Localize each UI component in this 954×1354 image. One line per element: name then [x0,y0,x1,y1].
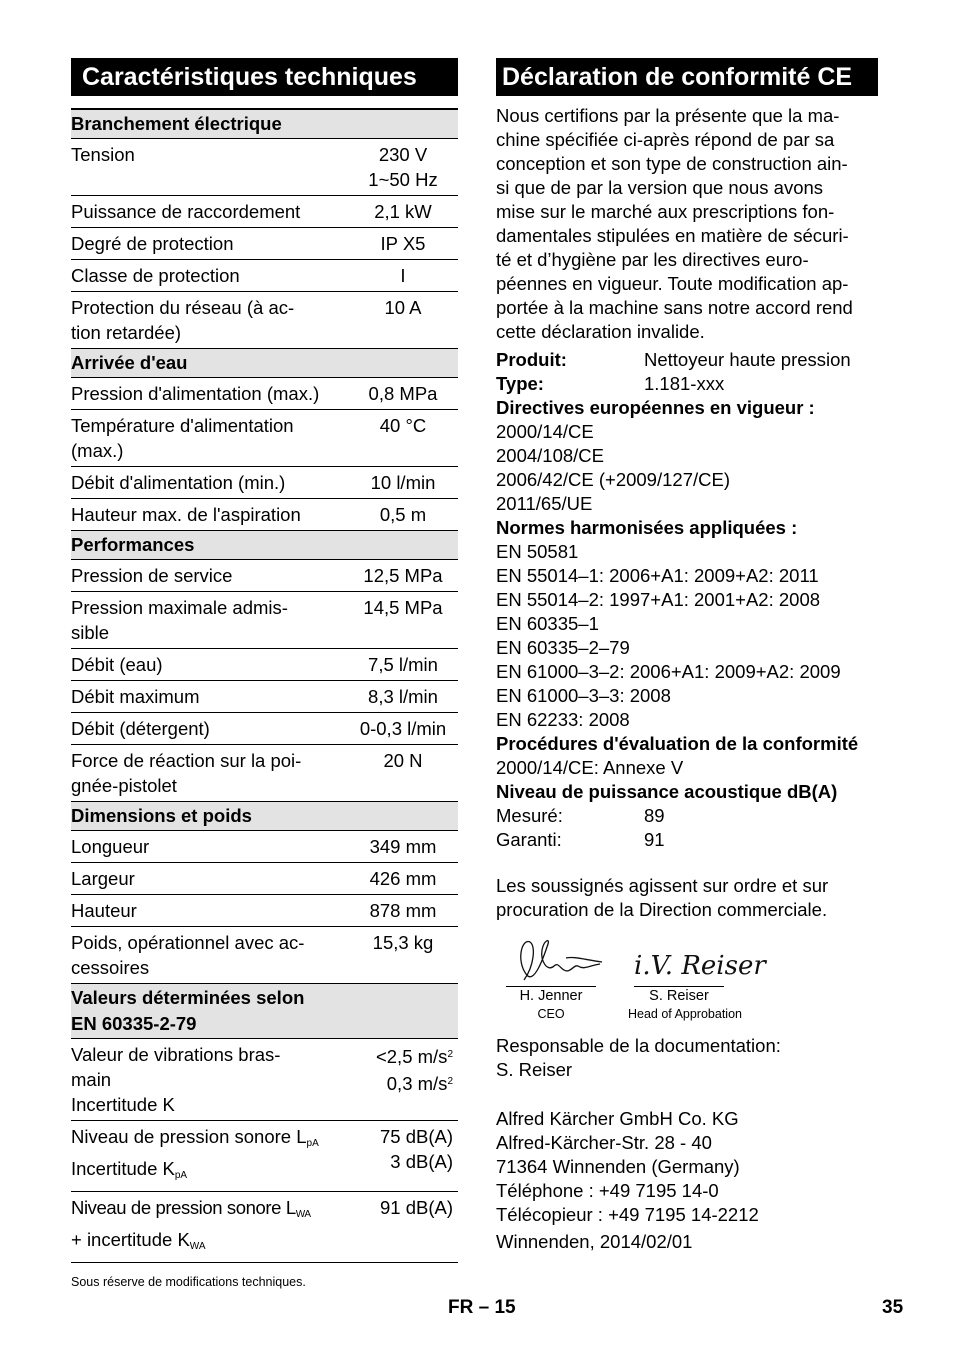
spec-row [71,745,458,802]
spec-label: Largeur [71,868,135,889]
text-line: Nous certifions par la présente que la ma- [496,105,840,126]
spec-label: Température d'alimentation (max.) [71,415,294,461]
text-line: péennes en vigueur. Toute modification ap- [496,273,849,294]
text-line: Les soussignés agissent sur ordre et sur [496,875,829,896]
specs-title: Caractéristiques techniques [71,58,458,96]
spec-row [71,499,458,531]
spec-row [71,560,458,592]
spec-value: 230 V 1~50 Hz [368,144,438,190]
spec-value: 20 N [383,750,423,771]
place-date: Winnenden, 2014/02/01 [496,1231,693,1252]
signature-block-reiser: S. Reiser Head of Approbation [628,988,742,1021]
spec-label: Hauteur [71,900,137,921]
declaration-intro [496,104,896,344]
signature-reiser [632,936,766,986]
signature-block-jenner: H. Jenner CEO [506,986,596,1021]
spec-value: 40 °C [379,415,427,436]
procedures-heading: Procédures d'évaluation de la conformité [496,733,859,754]
spec-label: Pression maximale admis- sible [71,597,288,643]
spec-label: Puissance de raccordement [71,201,301,222]
spec-label: Degré de protection [71,233,234,254]
spec-label: Débit (détergent) [71,718,210,739]
spec-row [71,410,458,467]
text-line: damentales stipulées en matière de sécuri- [496,225,849,246]
spec-label: Protection du réseau (à ac- tion retardée) [71,297,295,343]
text-line: EN 61000–3–2: 2006+A1: 2009+A2: 2009 [496,661,841,682]
section-heading-row [71,109,458,139]
text-line: S. Reiser [496,1059,573,1080]
measured-row: Mesuré: 89 [496,805,665,826]
spec-label: Pression de service [71,565,233,586]
text-line: 2000/14/CE [496,421,594,442]
text-line: portée à la machine sans notre accord rend [496,297,853,318]
technical-specs-column [71,58,458,1289]
spec-row [71,260,458,292]
section-heading: Branchement électrique [71,109,458,139]
text-line: EN 61000–3–3: 2008 [496,685,671,706]
page-number: 35 [882,1297,904,1318]
section-heading-row [71,349,458,378]
text-line: cette déclaration invalide. [496,321,705,342]
spec-label: Pression d'alimentation (max.) [71,383,320,404]
footer-language-page: FR – 15 [448,1297,516,1318]
spec-row [71,927,458,984]
text-line: procuration de la Direction commerciale. [496,899,828,920]
spec-row [71,713,458,745]
section-heading: Arrivée d'eau [71,349,458,378]
text-line: EN 50581 [496,541,579,562]
spec-value: 15,3 kg [372,932,434,953]
spec-label: Longueur [71,836,150,857]
product-row: Produit: Nettoyeur haute pression [496,349,851,370]
spec-value: 14,5 MPa [363,597,443,618]
spec-value: 0,8 MPa [368,383,438,404]
specs-footnote: Sous réserve de modifications techniques. [71,1275,306,1289]
spec-row [71,467,458,499]
spec-label: Hauteur max. de l'aspiration [71,504,301,525]
spec-row [71,139,458,196]
type-row: Type: 1.181-xxx [496,373,725,394]
spec-row [71,895,458,927]
text-line: Téléphone : +49 7195 14-0 [496,1180,719,1201]
signatories-text [496,874,896,922]
text-line: EN 60335–2–79 [496,637,630,658]
spec-row [71,292,458,349]
spec-label: Force de réaction sur la poi- gnée-pistolet [71,750,302,796]
documentation-responsible [496,1034,896,1082]
spec-label: Débit (eau) [71,654,163,675]
spec-value: 8,3 l/min [368,686,438,707]
text-line: mise sur le marché aux prescriptions fon- [496,201,835,222]
section-heading-row [71,802,458,831]
section-heading: Valeurs déterminées selon EN 60335-2-79 [71,984,458,1039]
section-heading-row [71,984,458,1039]
spec-value: 10 A [384,297,422,318]
spec-row [71,831,458,863]
procedures-value: 2000/14/CE: Annexe V [496,757,684,778]
normes-list [496,540,896,732]
text-line: si que de par la version que nous avons [496,177,824,198]
text-line: 2004/108/CE [496,445,605,466]
spec-row [71,228,458,260]
text-line: 2006/42/CE (+2009/127/CE) [496,469,730,490]
spec-value: 7,5 l/min [368,654,438,675]
spec-value: I [400,265,406,286]
noise-heading: Niveau de puissance acoustique dB(A) [496,781,838,802]
spec-value: 349 mm [369,836,437,857]
directives-list [496,420,896,516]
text-line: Alfred Kärcher GmbH Co. KG [496,1108,739,1129]
section-heading: Dimensions et poids [71,802,458,831]
spec-row [71,378,458,410]
spec-value: 10 l/min [370,472,436,493]
text-line: conception et son type de construction ain- [496,153,848,174]
spec-value: 426 mm [369,868,437,889]
spec-row [71,592,458,649]
section-heading-row [71,531,458,560]
spec-value: 12,5 MPa [363,565,443,586]
spec-row [71,863,458,895]
normes-heading: Normes harmonisées appliquées : [496,517,798,538]
vibration-row: Valeur de vibrations bras- main Incertitude K <2,5 $m/s^2$ 0,3 $m/s^2$ [71,1039,458,1121]
sound-pressure-row: Niveau de pression sonore $L_{pA}$ Incertitude $K_{pA}$ 75 dB(A) 3 dB(A) [71,1121,458,1192]
text-line: chine spécifiée ci-après répond de par sa [496,129,835,150]
spec-label: Classe de protection [71,265,240,286]
spec-value: 0-0,3 l/min [359,718,447,739]
text-line: EN 60335–1 [496,613,599,634]
guaranteed-row: Garanti: 91 [496,829,665,850]
spec-row [71,196,458,228]
text-line: Télécopieur : +49 7195 14-2212 [496,1204,759,1225]
specs-table [71,108,458,1263]
directives-heading: Directives européennes en vigueur : [496,397,815,418]
declaration-title: Déclaration de conformité CE [496,58,878,96]
text-line: té et d’hygiène par les directives euro- [496,249,809,270]
sound-power-row: Niveau de pression sonore $L_{WA}$ + incertitude $K_{WA}$ 91 dB(A) [71,1192,458,1263]
text-line: EN 55014–2: 1997+A1: 2001+A2: 2008 [496,589,821,610]
text-line: Alfred-Kärcher-Str. 28 - 40 [496,1132,712,1153]
text-line: Responsable de la documentation: [496,1035,781,1056]
ce-declaration-column [496,58,896,1254]
company-address [496,1107,896,1227]
spec-row [71,649,458,681]
spec-row [71,681,458,713]
spec-value: 878 mm [369,900,437,921]
spec-label: Débit d'alimentation (min.) [71,472,286,493]
spec-value: 0,5 m [379,504,427,525]
spec-value: 2,1 kW [374,201,432,222]
spec-label: Débit maximum [71,686,200,707]
section-heading: Performances [71,531,458,560]
svg-text:i.V. Reiser: i.V. Reiser [634,951,766,981]
signature-jenner [504,936,624,988]
text-line: 71364 Winnenden (Germany) [496,1156,740,1177]
text-line: EN 62233: 2008 [496,709,630,730]
signatures [496,936,896,1026]
spec-value: IP X5 [380,233,426,254]
spec-label: Tension [71,144,135,165]
text-line: 2011/65/UE [496,493,593,514]
spec-label: Poids, opérationnel avec ac- cessoires [71,932,305,978]
text-line: EN 55014–1: 2006+A1: 2009+A2: 2011 [496,565,819,586]
